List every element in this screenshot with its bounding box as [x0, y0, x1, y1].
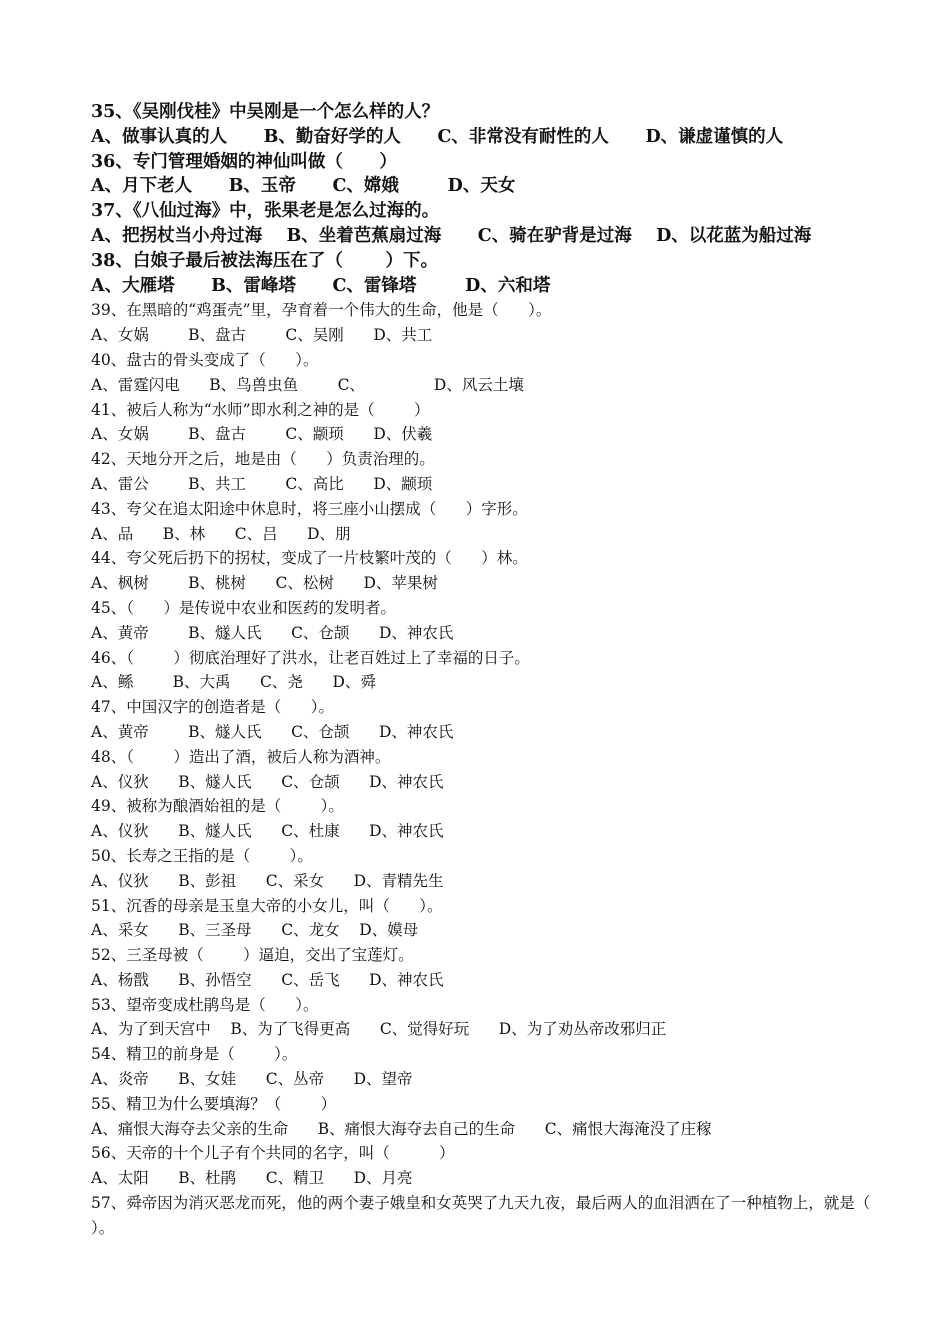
options-49: A、仪狄 B、燧人氏 C、杜康 D、神农氏	[91, 822, 444, 841]
options-46: A、鲧 B、大禹 C、尧 D、舜	[91, 673, 376, 692]
options-37: A、把拐杖当小舟过海 B、坐着芭蕉扇过海 C、骑在驴背是过海 D、以花蓝为船过海	[91, 225, 812, 246]
question-43: 43、夸父在追太阳途中休息时，将三座小山摆成（ ）字形。	[91, 499, 528, 518]
question-36: 36、专门管理婚姻的神仙叫做（ ）	[91, 151, 397, 172]
question-49: 49、被称为酿酒始祖的是（ ）。	[91, 797, 344, 816]
options-47: A、黄帝 B、燧人氏 C、仓颉 D、神农氏	[91, 722, 454, 741]
options-42: A、雷公 B、共工 C、高比 D、颛顼	[91, 474, 433, 493]
question-44: 44、夸父死后扔下的拐杖，变成了一片枝繁叶茂的（ ）林。	[91, 549, 528, 568]
question-35: 35、《吴刚伐桂》中吴刚是一个怎么样的人？	[91, 102, 440, 122]
question-46: 46、（ ）彻底治理好了洪水，让老百姓过上了幸福的日子。	[91, 648, 530, 667]
question-57: 57、舜帝因为消灭恶龙而死，他的两个妻子娥皇和女英哭了九天九夜，最后两人的血泪洒在了一种植物上，就是（ ）。	[91, 1194, 871, 1238]
options-44: A、枫树 B、桃树 C、松树 D、苹果树	[91, 574, 438, 593]
question-40: 40、盘古的骨头变成了（ ）。	[91, 350, 319, 369]
options-52: A、杨戬 B、孙悟空 C、岳飞 D、神农氏	[91, 970, 444, 989]
options-54: A、炎帝 B、女娃 C、丛帝 D、望帝	[91, 1070, 413, 1089]
options-55: A、痛恨大海夺去父亲的生命 B、痛恨大海夺去自己的生命 C、痛恨大海淹没了庄稼	[91, 1119, 712, 1138]
question-47: 47、中国汉字的创造者是（ ）。	[91, 698, 335, 717]
question-52: 52、三圣母被（ ）逼迫，交出了宝莲灯。	[91, 946, 414, 965]
question-37: 37、《八仙过海》中，张果老是怎么过海的。	[91, 201, 440, 222]
question-55: 55、精卫为什么要填海？（ ）	[91, 1094, 337, 1113]
options-38: A、大雁塔 B、雷峰塔 C、雷锋塔 D、六和塔	[91, 275, 551, 296]
options-51: A、采女 B、三圣母 C、龙女 D、嫫母	[91, 921, 419, 940]
question-54: 54、精卫的前身是（ ）。	[91, 1045, 298, 1064]
question-56: 56、天帝的十个儿子有个共同的名字，叫（ ）	[91, 1144, 455, 1163]
question-53: 53、望帝变成杜鹃鸟是（ ）。	[91, 995, 319, 1014]
options-41: A、女娲 B、盘古 C、颛顼 D、伏羲	[91, 425, 433, 444]
options-56: A、太阳 B、杜鹃 C、精卫 D、月亮	[91, 1169, 413, 1188]
options-53: A、为了到天宫中 B、为了飞得更高 C、觉得好玩 D、为了劝丛帝改邪归正	[91, 1020, 667, 1039]
question-39: 39、在黑暗的“鸡蛋壳”里，孕育着一个伟大的生命，他是（ ）。	[91, 301, 552, 320]
options-48: A、仪狄 B、燧人氏 C、仓颉 D、神农氏	[91, 772, 444, 791]
question-45: 45、（ ）是传说中农业和医药的发明者。	[91, 598, 397, 617]
question-51: 51、沉香的母亲是玉皇大帝的小女儿，叫（ ）。	[91, 896, 443, 915]
question-38: 38、白娘子最后被法海压在了（ ）下。	[91, 250, 438, 271]
question-41: 41、被后人称为“水师”即水利之神的是（ ）	[91, 400, 430, 419]
question-50: 50、长寿之王指的是（ ）。	[91, 846, 313, 865]
options-36: A、月下老人 B、玉帝 C、嫦娥 D、天女	[91, 176, 516, 197]
options-40: A、雷霆闪电 B、鸟兽虫鱼 C、 D、风云土壤	[91, 375, 524, 394]
options-35: A、做事认真的人 B、勤奋好学的人 C、非常没有耐性的人 D、谦虚谨慎的人	[91, 126, 784, 147]
options-43: A、品 B、林 C、吕 D、朋	[91, 524, 351, 543]
options-45: A、黄帝 B、燧人氏 C、仓颉 D、神农氏	[91, 623, 454, 642]
question-48: 48、（ ）造出了酒，被后人称为酒神。	[91, 747, 391, 766]
options-39: A、女娲 B、盘古 C、吴刚 D、共工	[91, 326, 433, 345]
options-50: A、仪狄 B、彭祖 C、采女 D、青精先生	[91, 871, 444, 890]
question-sheet	[91, 100, 891, 1241]
question-42: 42、天地分开之后，地是由（ ）负责治理的。	[91, 450, 435, 469]
